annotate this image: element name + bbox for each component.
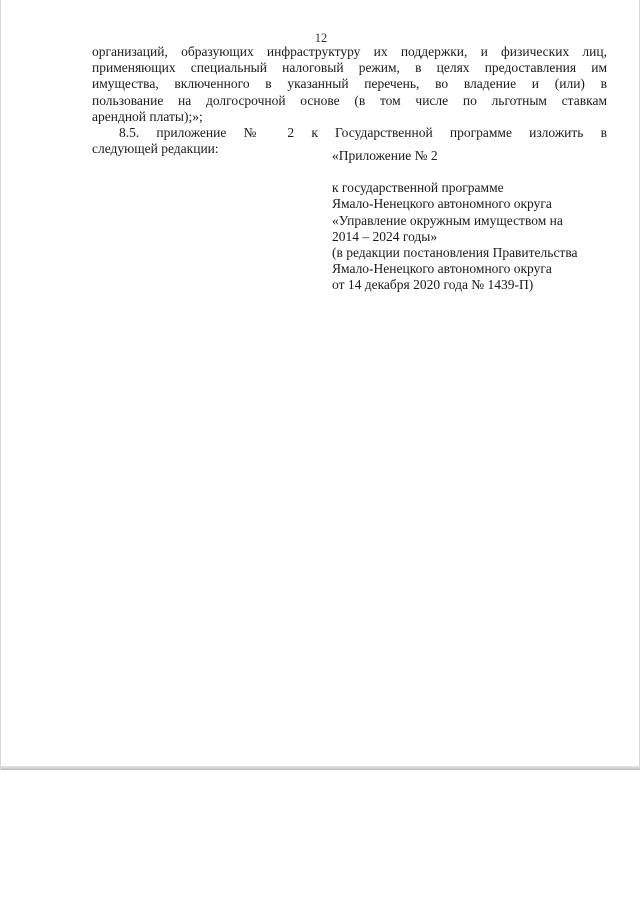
page-number: 12: [314, 31, 328, 45]
appendix-line: «Управление окружным имуществом на: [332, 212, 563, 228]
text-line: пользование на долгосрочной основе (в том числе по льготным ставкам: [92, 92, 607, 108]
appendix-line: (в редакции постановления Правительства: [332, 245, 578, 261]
appendix-spacer: [332, 164, 622, 180]
appendix-line: Ямало-Ненецкого автономного округа: [332, 261, 552, 277]
appendix-line: 2014 – 2024 годы»: [332, 228, 438, 244]
appendix-title: «Приложение № 2: [332, 148, 438, 163]
scan-edge: [1, 766, 640, 770]
text-line: применяющих специальный налоговый режим, в целях предоставления им: [92, 60, 607, 76]
text-line: имущества, включенного в указанный перечень, во владение и (или) в: [92, 76, 607, 92]
clause-8-5-line: следующей редакции:: [92, 141, 219, 157]
appendix-line: Ямало-Ненецкого автономного округа: [332, 196, 552, 212]
appendix-line: от 14 декабря 2020 года № 1439-П): [332, 277, 534, 293]
appendix-header: [332, 148, 622, 294]
text-line: арендной платы);»;: [92, 108, 203, 124]
appendix-line: к государственной программе: [332, 180, 504, 196]
clause-8-5-line: 8.5. приложение № 2 к Государственной программе изложить в: [119, 125, 607, 141]
text-line: организаций, образующих инфраструктуру их поддержки, и физических лиц,: [92, 44, 607, 59]
body-text: [92, 44, 607, 157]
